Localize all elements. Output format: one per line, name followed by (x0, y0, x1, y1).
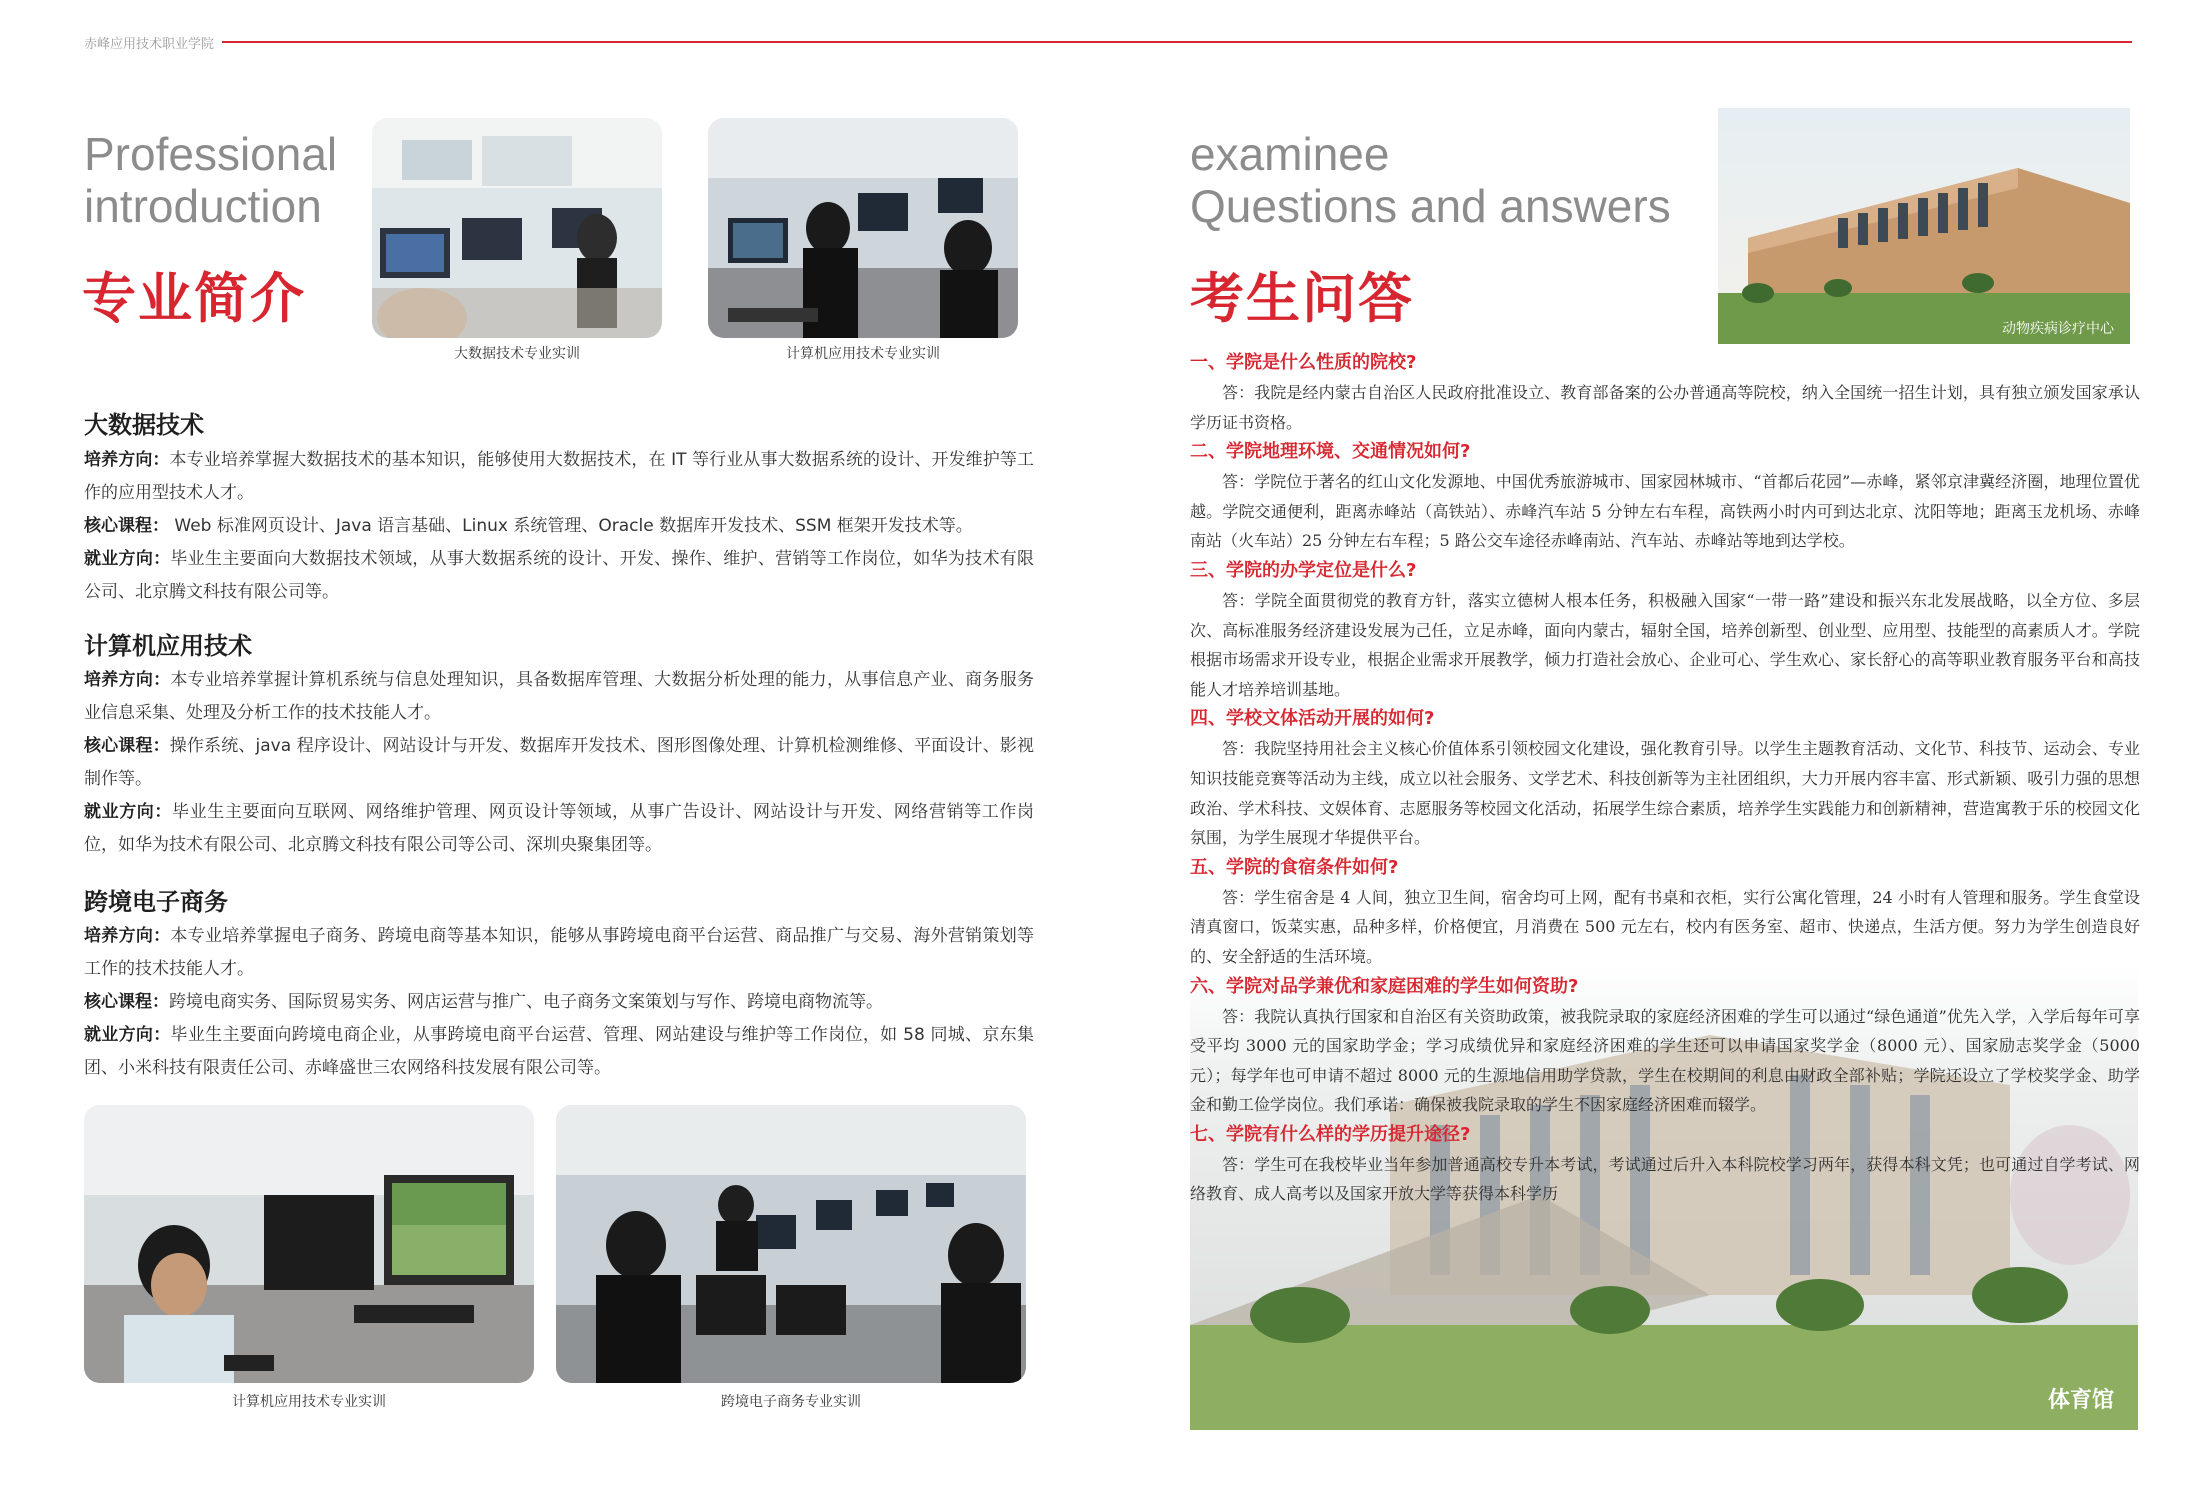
building-photo-icon (1718, 108, 2130, 344)
heading-en-line1-right: examinee (1190, 128, 1390, 180)
qa-item (1190, 437, 2140, 556)
caption-ecommerce-training: 跨境电子商务专业实训 (721, 1394, 861, 1410)
qa-item (1190, 704, 2140, 852)
bigdata-training-direction: 培养方向：本专业培养掌握大数据技术的基本知识，能够使用大数据技术，在 IT 等行业从事大数据系统的设计、开发维护等工作的应用型技术人才。 (84, 450, 1034, 503)
ecommerce-training-direction: 培养方向：本专业培养掌握电子商务、跨境电商等基本知识，能够从事跨境电商平台运营、商品推广与交易、海外营销策划等工作的技术技能人才。 (84, 926, 1034, 979)
computer-lab-photo-icon (84, 1105, 534, 1383)
question: 二、学院地理环境、交通情况如何? (1190, 441, 1471, 463)
answer: 答：学生宿舍是 4 人间，独立卫生间，宿舍均可上网，配有书桌和衣柜，实行公寓化管理，24 小时有人管理和服务。学生食堂设清真窗口，饭菜实惠，品种多样，价格便宜，月消费在 500 元左右，校内有医务室、超市、快递点，生活方便。努力为学生创造良好的、安全舒适的生活环境。 (1190, 887, 2140, 966)
question: 六、学院对品学兼优和家庭困难的学生如何资助? (1190, 975, 1579, 997)
major-computer-body (84, 664, 1034, 862)
answer: 答：我院坚持用社会主义核心价值体系引领校园文化建设，强化教育引导。以学生主题教育活动、文化节、科技节、运动会、专业知识技能竞赛等活动为主线，成立以社会服务、文学艺术、科技创新等为主社团组织，大力开展内容丰富、形式新颖、吸引力强的思想政治、学术科技、文娱体育、志愿服务等校园文化活动，拓展学生综合素质，培养学生实践能力和创新精神，营造寓教于乐的校园文化氛围，为学生展现才华提供平台。 (1190, 739, 2140, 848)
heading-cn-right: 考生问答 (1190, 267, 1414, 330)
qa-list (1190, 348, 2140, 1209)
photo-animal-clinic (1718, 108, 2130, 344)
answer: 答：学院全面贯彻党的教育方针，落实立德树人根本任务，积极融入国家“一带一路”建设和振兴东北发展战略，以全方位、多层次、高标准服务经济建设发展为己任，立足赤峰，面向内蒙古，辐射全国，培养创新型、创业型、应用型、技能型的高素质人才。学院根据市场需求开设专业，根据企业需求开展教学，倾力打造社会放心、企业可心、学生欢心、家长舒心的高等职业教育服务平台和高技能人才培养培训基地。 (1190, 590, 2140, 699)
qa-item (1190, 556, 2140, 704)
caption-gym: 体育馆 (2047, 1388, 2114, 1413)
question: 一、学院是什么性质的院校? (1190, 352, 1417, 373)
qa-item (1190, 1120, 2140, 1209)
heading-cn: 专业简介 (82, 267, 306, 330)
header-rule (222, 41, 2132, 43)
photo-computer-training-top (708, 118, 1018, 338)
ecommerce-employment: 就业方向：毕业生主要面向跨境电商企业，从事跨境电商平台运营、管理、网站建设与维护等工作岗位，如 58 同城、京东集团、小米科技有限责任公司、赤峰盛世三农网络科技发展有限公司等。 (84, 1025, 1035, 1078)
qa-item (1190, 972, 2140, 1120)
classroom-photo-icon (372, 118, 662, 338)
ecommerce-core-courses: 核心课程：跨境电商实务、国际贸易实务、网店运营与推广、电子商务文案策划与写作、跨境电商物流等。 (84, 992, 883, 1012)
question: 三、学院的办学定位是什么? (1190, 559, 1417, 581)
major-title-computer: 计算机应用技术 (84, 632, 252, 660)
major-title-bigdata: 大数据技术 (84, 411, 204, 439)
question: 四、学校文体活动开展的如何? (1190, 708, 1435, 730)
caption-computer-training-bottom: 计算机应用技术专业实训 (232, 1394, 386, 1410)
computer-lab-photo-icon (708, 118, 1018, 338)
caption-bigdata-training: 大数据技术专业实训 (454, 346, 580, 362)
heading-en-line2: introduction (84, 180, 322, 232)
caption-animal-clinic: 动物疾病诊疗中心 (2002, 321, 2114, 337)
computer-core-courses: 核心课程：操作系统、java 程序设计、网站设计与开发、数据库开发技术、图形图像处理、计算机检测维修、平面设计、影视制作等。 (84, 736, 1035, 789)
question: 五、学院的食宿条件如何? (1190, 856, 1399, 878)
ecommerce-lab-photo-icon (556, 1105, 1026, 1383)
bigdata-employment: 就业方向：毕业生主要面向大数据技术领域，从事大数据系统的设计、开发、操作、维护、营销等工作岗位，如华为技术有限公司、北京腾文科技有限公司等。 (84, 549, 1034, 602)
heading-en-line2-right: Questions and answers (1190, 180, 1671, 232)
heading-en-line1: Professional (84, 128, 338, 180)
major-ecommerce-body (84, 920, 1034, 1085)
caption-computer-training-top: 计算机应用技术专业实训 (786, 346, 940, 362)
major-bigdata-body (84, 444, 1034, 609)
photo-ecommerce-training (556, 1105, 1026, 1383)
question: 七、学院有什么样的学历提升途径? (1190, 1123, 1471, 1145)
bigdata-core-courses: 核心课程： Web 标准网页设计、Java 语言基础、Linux 系统管理、Oracle 数据库开发技术、SSM 框架开发技术等。 (84, 516, 973, 536)
answer: 答：我院认真执行国家和自治区有关资助政策，被我院录取的家庭经济困难的学生可以通过“绿色通道”优先入学，入学后每年可享受平均 3000 元的国家助学金；学习成绩优异和家庭经济困难的学生还可以申请国家奖学金（8000 元）、国家励志奖学金（5000 元）；每学年也可申请不超过 8000 元的生源地信用助学贷款，学生在校期间的利息由财政全部补贴；学院还设立了学校奖学金、助学金和勤工俭学岗位。我们承诺：确保被我院录取的学生不因家庭经济困难而辍学。 (1190, 1006, 2140, 1115)
photo-computer-training-bottom (84, 1105, 534, 1383)
photo-bigdata-training (372, 118, 662, 338)
computer-employment: 就业方向：毕业生主要面向互联网、网络维护管理、网页设计等领域，从事广告设计、网站设计与开发、网络营销等工作岗位，如华为技术有限公司、北京腾文科技有限公司等公司、深圳央聚集团等。 (84, 802, 1035, 855)
major-title-ecommerce: 跨境电子商务 (84, 888, 228, 916)
qa-item (1190, 853, 2140, 972)
answer: 答：我院是经内蒙古自治区人民政府批准设立、教育部备案的公办普通高等院校，纳入全国统一招生计划，具有独立颁发国家承认学历证书资格。 (1190, 383, 2140, 432)
answer: 答：学院位于著名的红山文化发源地、中国优秀旅游城市、国家园林城市、“首都后花园”—赤峰，紧邻京津冀经济圈，地理位置优越。学院交通便利，距离赤峰站（高铁站）、赤峰汽车站 5 分钟左右车程，高铁两小时内可到达北京、沈阳等地；距离玉龙机场、赤峰南站（火车站）25 分钟左右车程；5 路公交车途径赤峰南站、汽车站、赤峰站等地到达学校。 (1190, 472, 2140, 551)
answer: 答：学生可在我校毕业当年参加普通高校专升本考试，考试通过后升入本科院校学习两年，获得本科文凭；也可通过自学考试、网络教育、成人高考以及国家开放大学等获得本科学历 (1190, 1154, 2140, 1204)
school-name: 赤峰应用技术职业学院 (84, 37, 215, 52)
qa-item (1190, 348, 2140, 437)
computer-training-direction: 培养方向：本专业培养掌握计算机系统与信息处理知识，具备数据库管理、大数据分析处理的能力，从事信息产业、商务服务业信息采集、处理及分析工作的技术技能人才。 (84, 670, 1034, 723)
